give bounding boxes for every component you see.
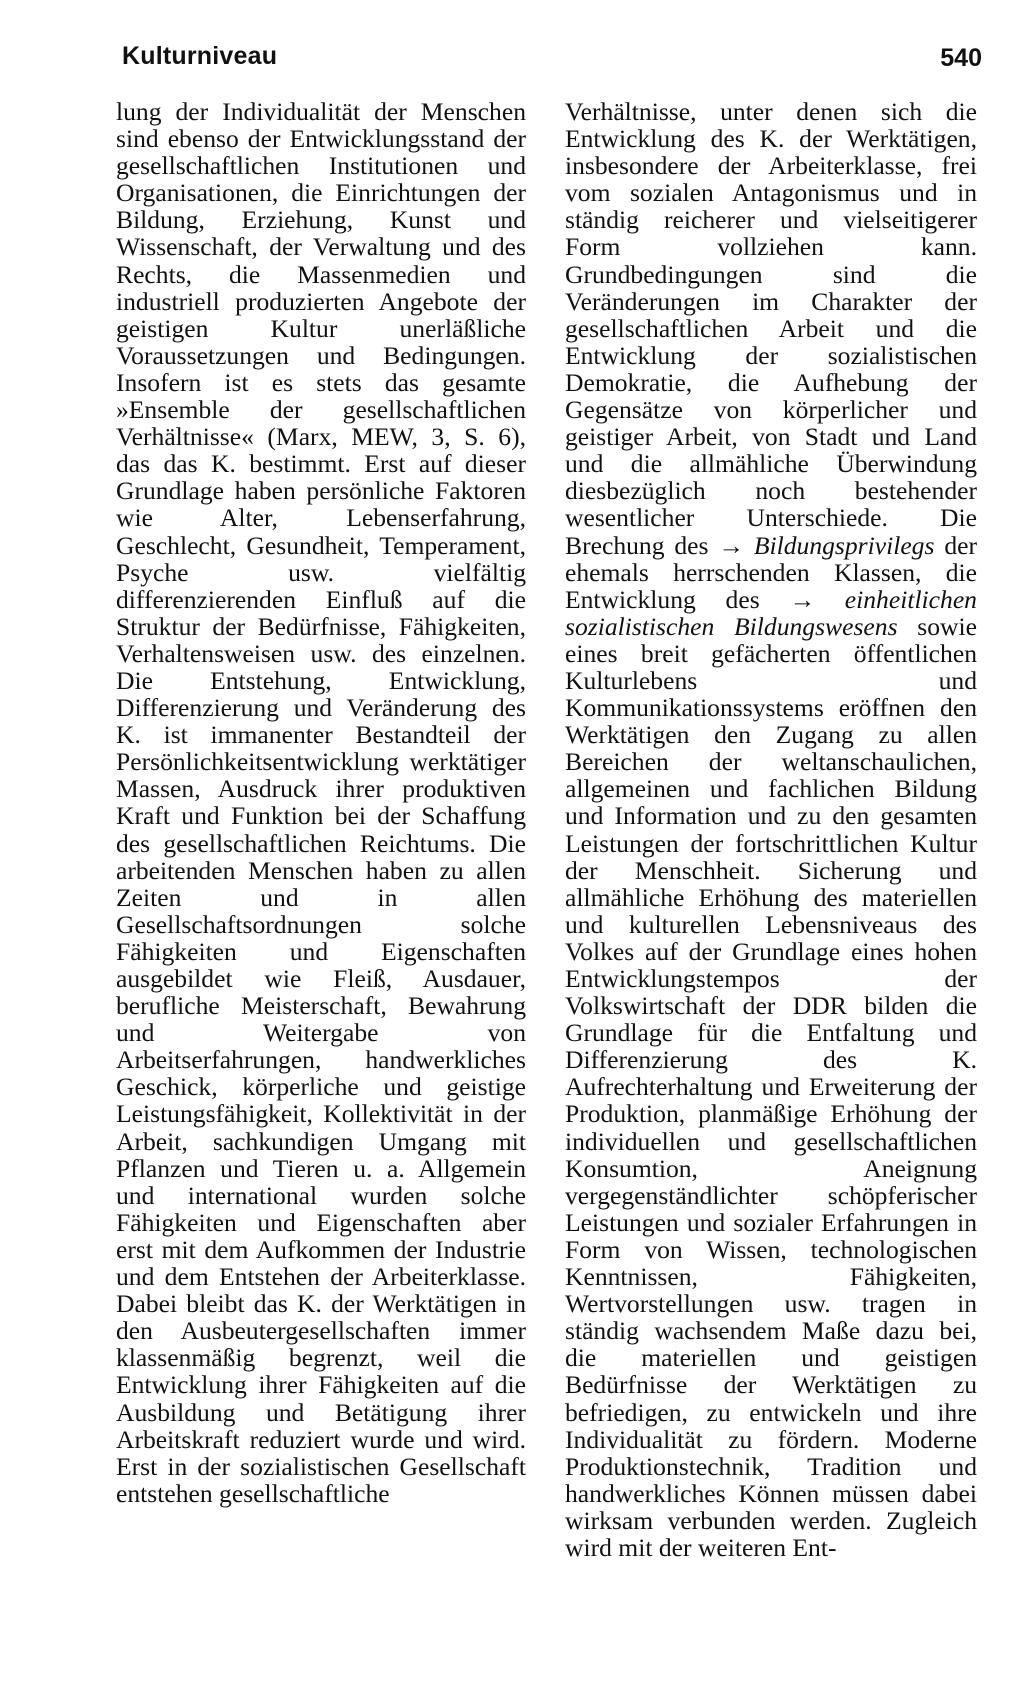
right-column-paragraph	[565, 98, 977, 1561]
cross-reference-bildungswesen[interactable]: → einheitlichen sozialistischen Bildungswesens	[565, 584, 977, 641]
page-header	[122, 36, 982, 80]
running-head: Kulturniveau	[122, 42, 278, 70]
right-column	[565, 97, 977, 1562]
left-column	[116, 98, 526, 1548]
right-column-text-1: Verhältnisse, unter denen sich die Entwicklung des K. der Werktätigen, insbesondere der Arbeiterklasse, frei vom sozialen Antagonismus und in ständig reicherer und vielseitigerer Form vollziehen kann. Grundbedingungen sind die Veränderungen im Charakter der gesellschaftlichen Arbeit und die Entwicklung der sozialistischen Demokratie, die Aufhebung der Gegensätze von körperlicher und geistiger Arbeit, von Stadt und Land und die allmähliche Überwindung diesbezüglich noch bestehender wesentlicher Unterschiede. Die Brechung des	[565, 97, 977, 560]
cross-reference-bildungsprivilegs[interactable]: → Bildungsprivilegs	[718, 530, 935, 560]
right-column-text-3: sowie eines breit gefächerten öffentlichen Kulturlebens und Kommunikationssystems eröffnen den Werktätigen den Zugang zu allen Bereichen der weltanschaulichen, allgemeinen und fachlichen Bildung und Information und zu den gesamten Leistungen der fortschrittlichen Kultur der Menschheit. Sicherung und allmähliche Erhöhung des materiellen und kulturellen Lebensniveaus des Volkes auf der Grundlage eines hohen Entwicklungstempos der Volkswirtschaft der DDR bilden die Grundlage für die Entfaltung und Differenzierung des K. Aufrechterhaltung und Erweiterung der Produktion, planmäßige Erhöhung der individuellen und gesellschaftlichen Konsumtion, Aneignung vergegenständlichter schöpferischer Leistungen und sozialer Erfahrungen in Form von Wissen, technologischen Kenntnissen, Fähigkeiten, Wertvorstellungen usw. tragen in ständig wachsendem Maße dazu bei, die materiellen und geistigen Bedürfnisse der Werktätigen zu befriedigen, zu entwickeln und ihre Individualität zu fördern. Moderne Produktionstechnik, Tradition und handwerkliches Können müssen dabei wirksam verbunden werden. Zugleich wird mit der weiteren Ent-	[565, 611, 977, 1562]
right-column-text-2: der ehemals herrschenden Klassen, die Entwicklung des	[565, 530, 977, 614]
left-column-paragraph: lung der Individualität der Menschen sind ebenso der Entwicklungsstand der gesellschaftlichen Institutionen und Organisationen, die Einrichtungen der Bildung, Erziehung, Kunst und Wissenschaft, der Verwaltung und des Rechts, die Massenmedien und industriell produzierten Angebote der geistigen Kultur unerläßliche Voraussetzungen und Bedingungen. Insofern ist es stets das gesamte »Ensemble der gesellschaftlichen Verhältnisse« (Marx, MEW, 3, S. 6), das das K. bestimmt. Erst auf dieser Grundlage haben persönliche Faktoren wie Alter, Lebenserfahrung, Geschlecht, Gesundheit, Temperament, Psyche usw. vielfältig differenzierenden Einfluß auf die Struktur der Bedürfnisse, Fähigkeiten, Verhaltensweisen usw. des einzelnen. Die Entstehung, Entwicklung, Differenzierung und Veränderung des K. ist immanenter Bestandteil der Persönlichkeitsentwicklung werktätiger Massen, Ausdruck ihrer produktiven Kraft und Funktion bei der Schaffung des gesellschaftlichen Reichtums. Die arbeitenden Menschen haben zu allen Zeiten und in allen Gesellschaftsordnungen solche Fähigkeiten und Eigenschaften ausgebildet wie Fleiß, Ausdauer, berufliche Meisterschaft, Bewahrung und Weitergabe von Arbeitserfahrungen, handwerkliches Geschick, körperliche und geistige Leistungsfähigkeit, Kollektivität in der Arbeit, sachkundigen Umgang mit Pflanzen und Tieren u. a. Allgemein und international wurden solche Fähigkeiten und Eigenschaften aber erst mit dem Aufkommen der Industrie und dem Entstehen der Arbeiterklasse. Dabei bleibt das K. der Werktätigen in den Ausbeutergesellschaften immer klassenmäßig begrenzt, weil die Entwicklung ihrer Fähigkeiten auf die Ausbildung und Betätigung ihrer Arbeitskraft reduziert wurde und wird. Erst in der sozialistischen Gesellschaft entstehen gesellschaftliche	[116, 97, 526, 1508]
page-number: 540	[940, 44, 982, 72]
